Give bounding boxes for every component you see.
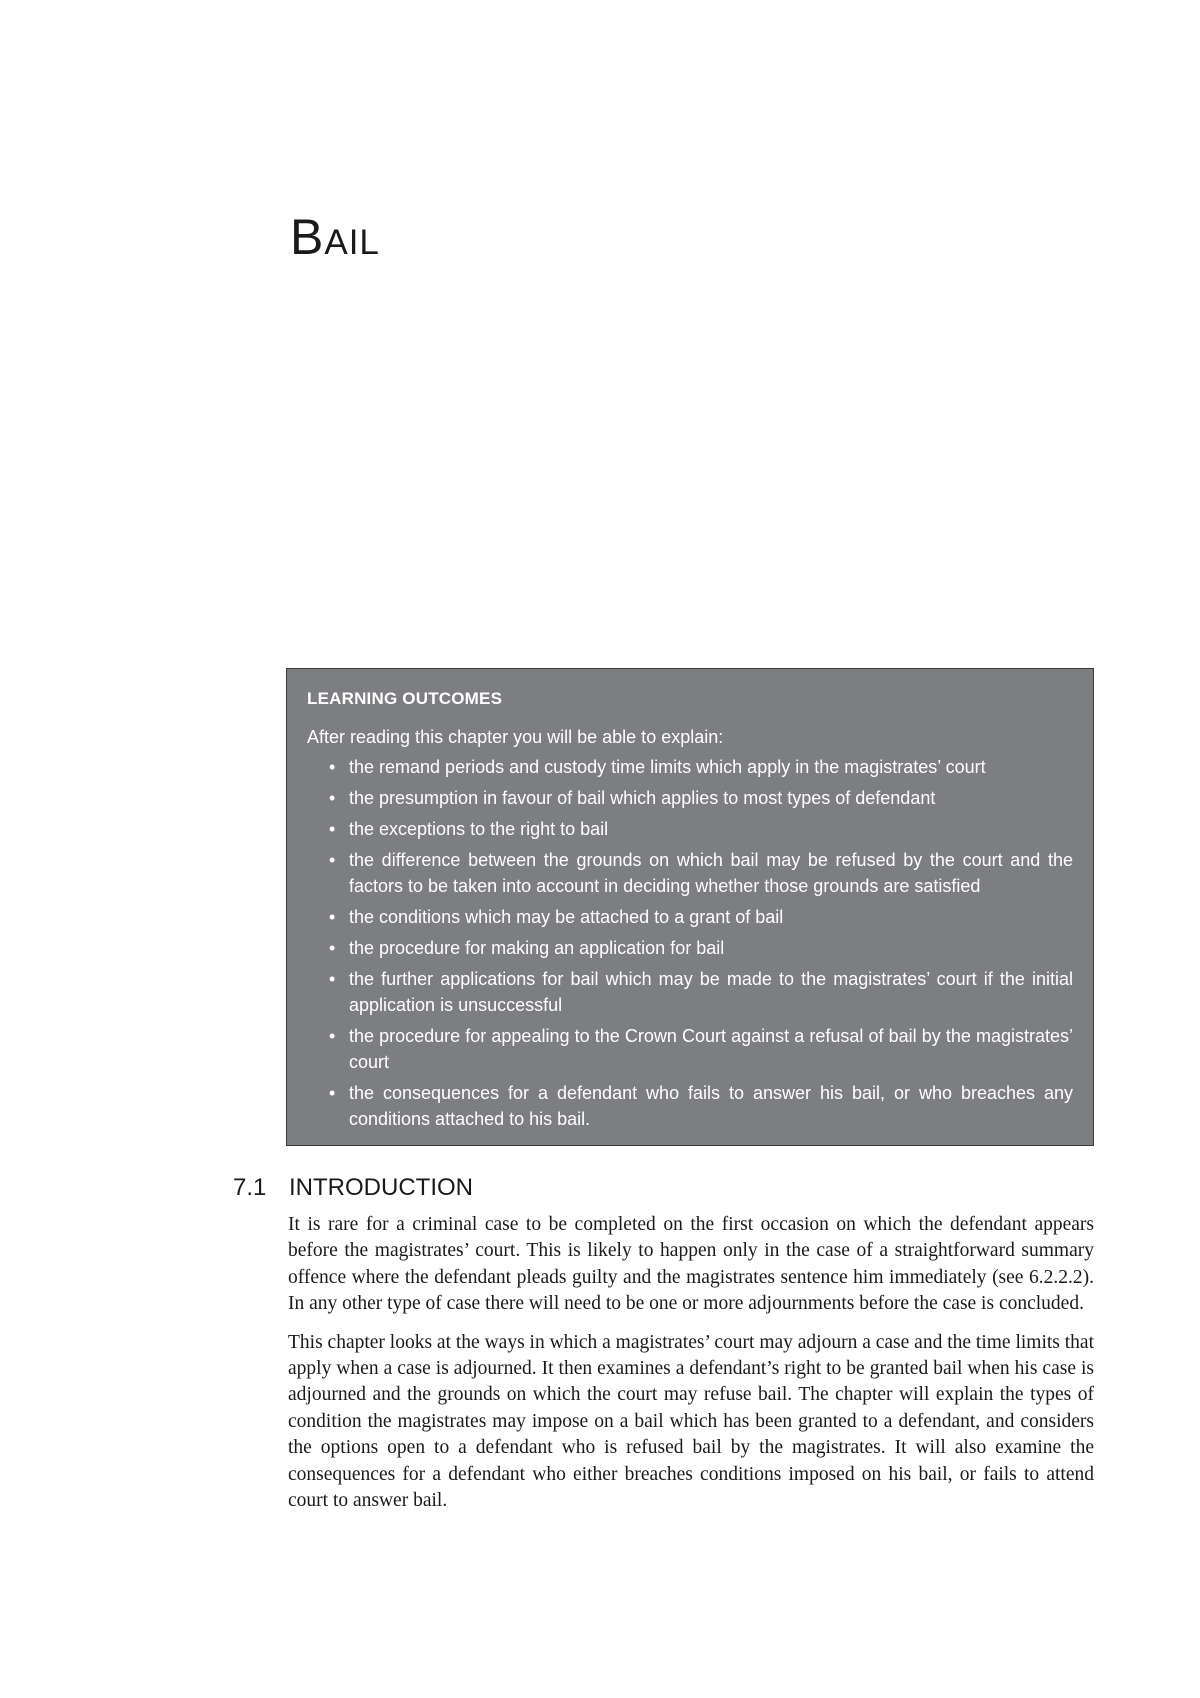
section-body — [288, 1212, 1094, 1526]
learning-outcome-text: the procedure for appealing to the Crown Court against a refusal of bail by the magistrates’ court — [349, 1026, 1073, 1072]
bullet-icon: • — [329, 969, 336, 989]
learning-outcome-text: the exceptions to the right to bail — [349, 819, 609, 839]
learning-outcome-item — [329, 935, 1073, 961]
section-heading — [233, 1174, 473, 1202]
learning-outcome-text: the procedure for making an application for bail — [349, 938, 725, 958]
learning-outcome-text: the presumption in favour of bail which applies to most types of defendant — [349, 788, 936, 808]
learning-outcome-item — [329, 847, 1073, 899]
bullet-icon: • — [329, 907, 336, 927]
learning-outcome-item — [329, 966, 1073, 1018]
bullet-icon: • — [329, 850, 336, 870]
chapter-title: Bail — [290, 209, 380, 265]
bullet-icon: • — [329, 1083, 336, 1103]
learning-outcome-text: the further applications for bail which may be made to the magistrates’ court if the initial application is unsuccessful — [349, 969, 1073, 1015]
learning-outcome-item — [329, 816, 1073, 842]
learning-outcomes-intro: After reading this chapter you will be able to explain: — [307, 727, 724, 747]
bullet-icon: • — [329, 938, 336, 958]
learning-outcome-item — [329, 904, 1073, 930]
learning-outcome-item — [329, 1023, 1073, 1075]
body-paragraph: It is rare for a criminal case to be completed on the first occasion on which the defendant appears before the magistrates’ court. This is likely to happen only in the case of a straightforward summary offence where the defendant pleads guilty and the magistrates sentence him immediately (see 6.2.2.2). In any other type of case there will need to be one or more adjournments before the case is concluded. — [288, 1214, 1094, 1315]
learning-outcome-item — [329, 754, 1073, 780]
learning-outcome-text: the consequences for a defendant who fails to answer his bail, or who breaches any conditions attached to his bail. — [349, 1083, 1073, 1129]
bullet-icon: • — [329, 1026, 336, 1046]
learning-outcome-text: the difference between the grounds on which bail may be refused by the court and the factors to be taken into account in deciding whether those grounds are satisfied — [349, 850, 1073, 896]
learning-outcome-text: the remand periods and custody time limits which apply in the magistrates’ court — [349, 757, 986, 777]
learning-outcome-item — [329, 1080, 1073, 1132]
section-title: INTRODUCTION — [289, 1174, 473, 1201]
section-number: 7.1 — [233, 1174, 267, 1201]
learning-outcome-text: the conditions which may be attached to a grant of bail — [349, 907, 784, 927]
learning-outcomes-list — [307, 754, 1073, 1132]
bullet-icon: • — [329, 757, 336, 777]
learning-outcomes-heading: LEARNING OUTCOMES — [307, 689, 503, 708]
body-paragraph: This chapter looks at the ways in which a magistrates’ court may adjourn a case and the time limits that apply when a case is adjourned. It then examines a defendant’s right to be granted bail when his case is adjourned and the grounds on which the court may refuse bail. The chapter will explain the types of condition the magistrates may impose on a bail which has been granted to a defendant, and considers the options open to a defendant who is refused bail by the magistrates. It will also examine the consequences for a defendant who either breaches conditions imposed on his bail, or fails to attend court to answer bail. — [288, 1331, 1094, 1512]
learning-outcomes-box — [286, 668, 1094, 1146]
learning-outcome-item — [329, 785, 1073, 811]
bullet-icon: • — [329, 788, 336, 808]
bullet-icon: • — [329, 819, 336, 839]
